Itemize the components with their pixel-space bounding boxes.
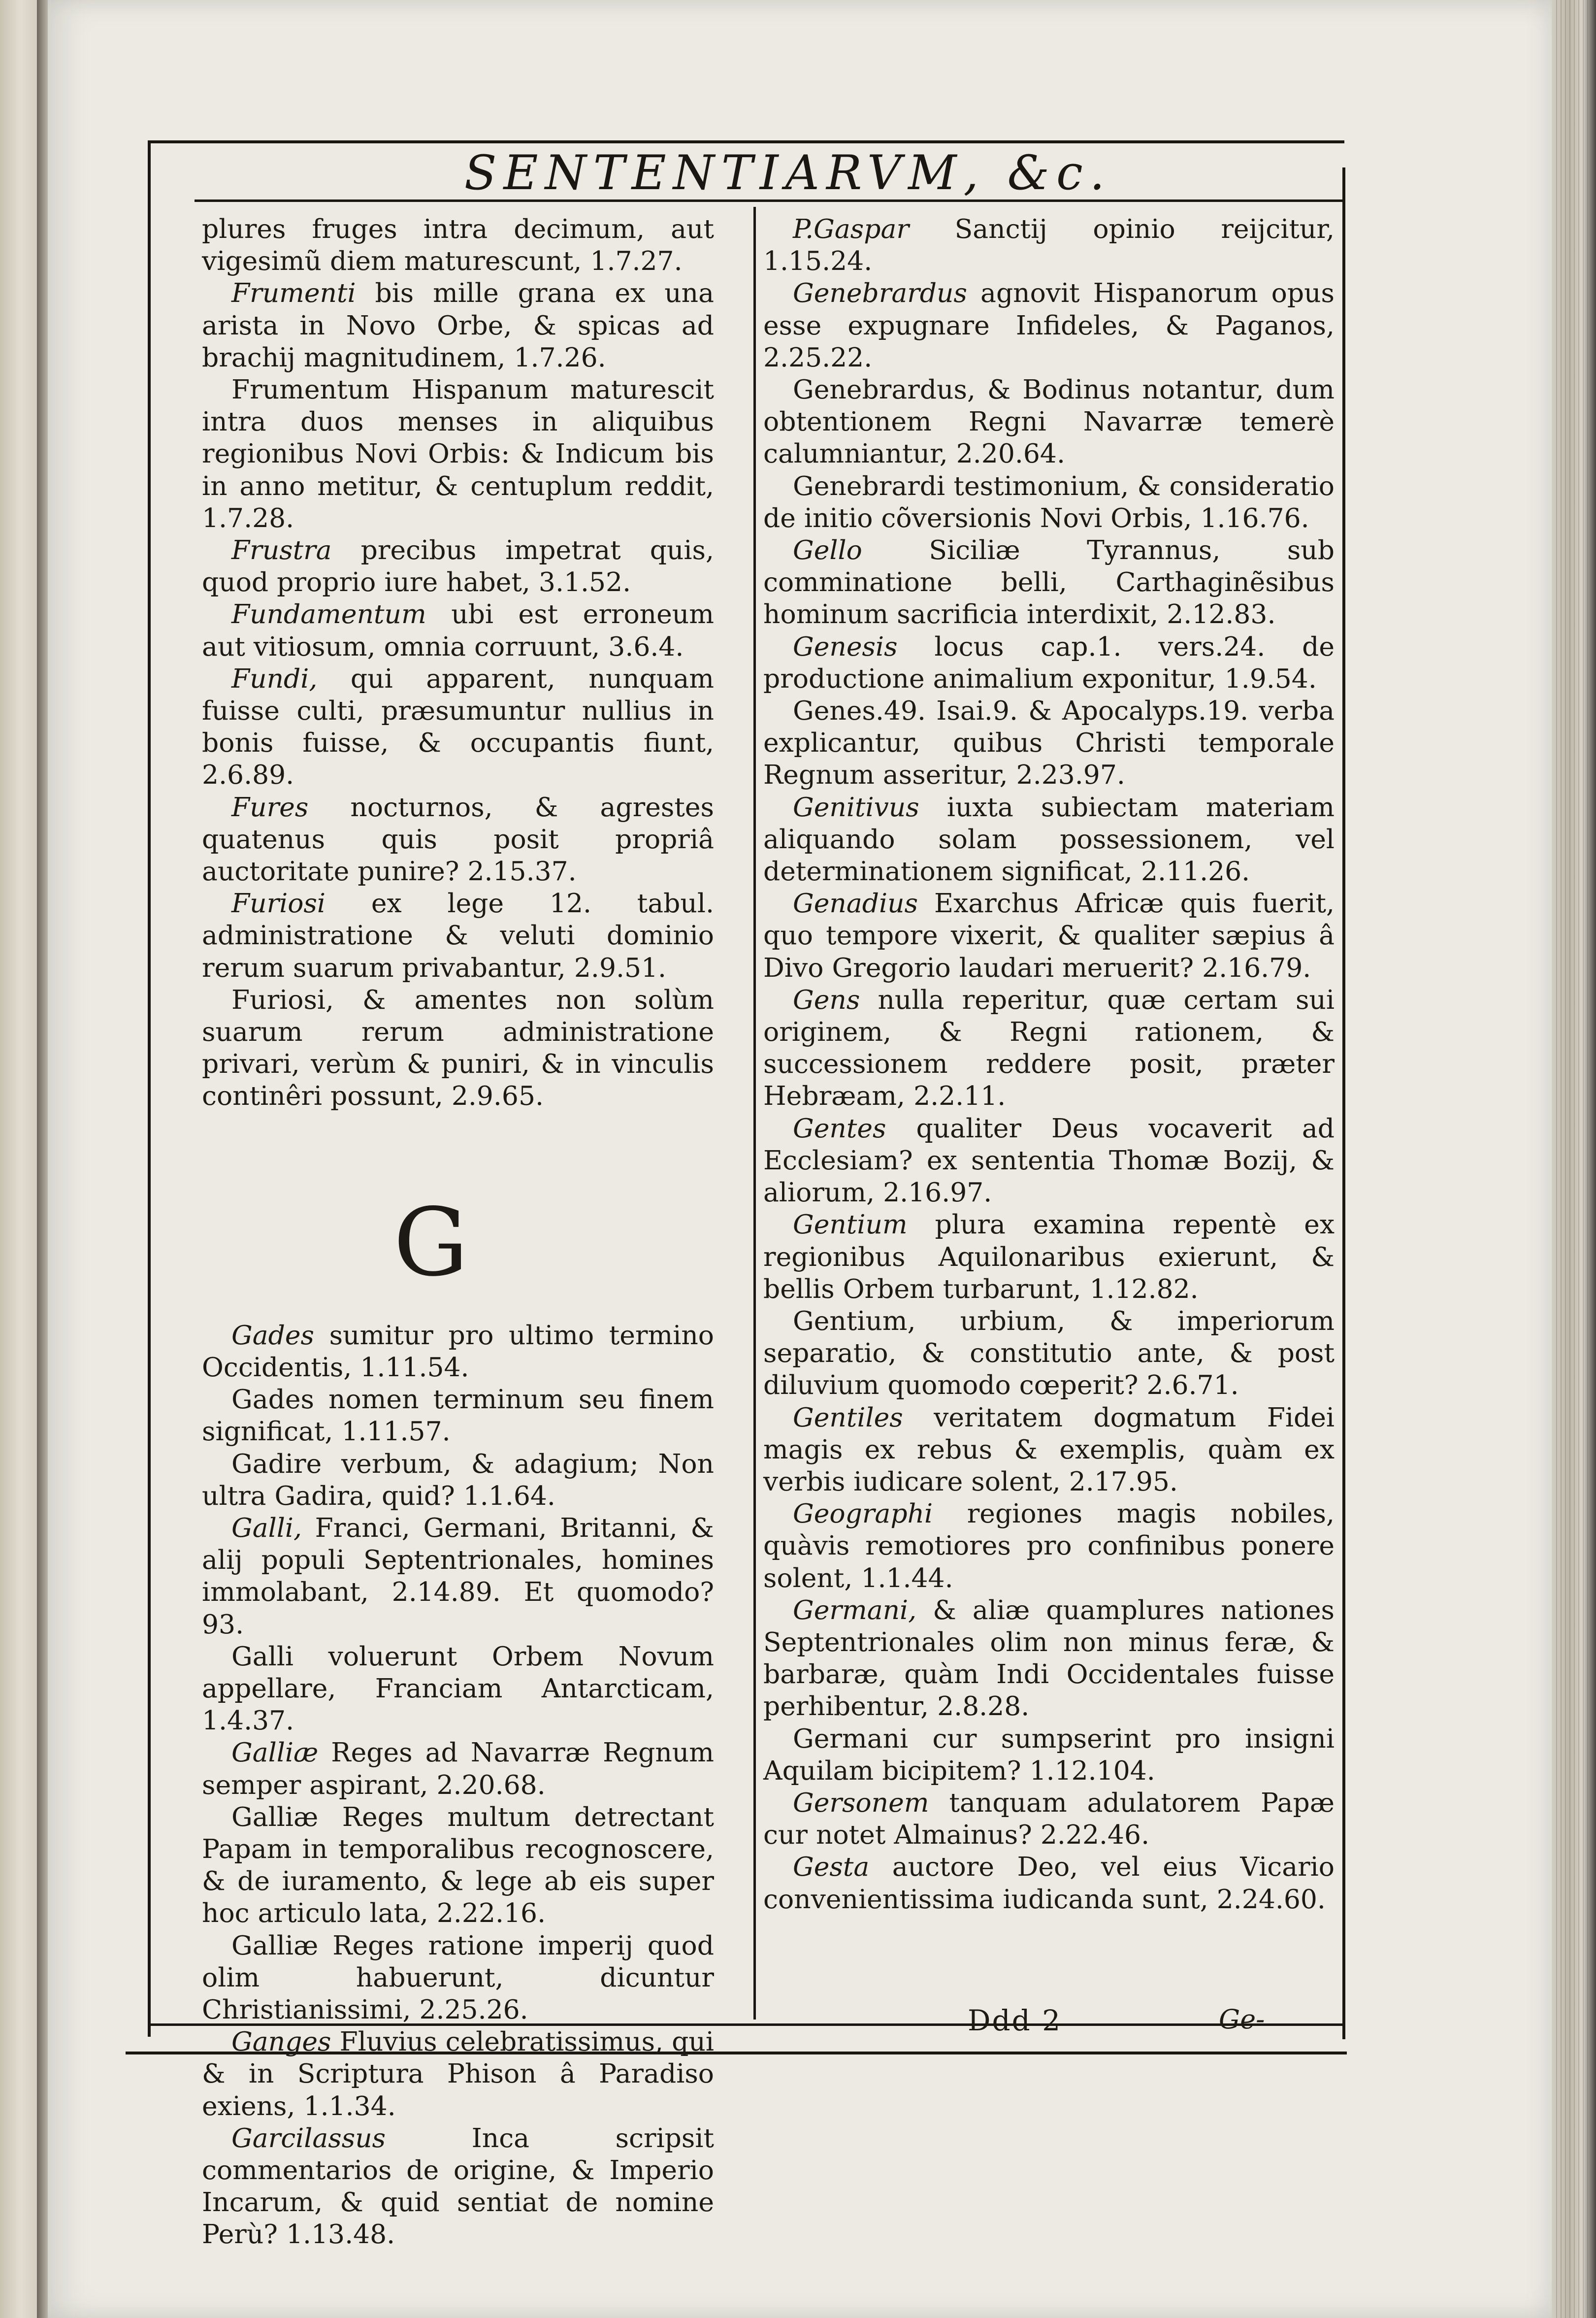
entry-text: Galliæ Reges multum detrectant Papam in temporalibus recognoscere, & de iuramento, & lege ab eis super hoc articulo lata, 2.22.16. <box>202 1801 714 1929</box>
index-entry <box>202 1512 714 1640</box>
entry-headword: Gesta <box>793 1851 870 1883</box>
index-entry <box>763 1722 1335 1787</box>
index-entry <box>202 1736 714 1800</box>
entry-headword: Fundamentum <box>231 598 426 630</box>
entry-text: Germani cur sumpserint pro insigni Aquilam bicipitem? 1.12.104. <box>763 1722 1335 1786</box>
entry-headword: Gentiles <box>793 1401 903 1433</box>
entry-text: Siciliæ Tyrannus, sub comminatione belli, Carthaginẽsibus hominum sacrificia interdixit, 2.12.83. <box>763 534 1335 630</box>
index-entry <box>202 598 714 662</box>
entry-text: Reges ad Navarræ Regnum semper aspirant, 2.20.68. <box>202 1737 714 1800</box>
index-entry <box>763 1594 1335 1722</box>
entry-text: Galli voluerunt Orbem Novum appellare, Franciam Antarcticam, 1.4.37. <box>202 1640 714 1736</box>
index-entry <box>202 2025 714 2122</box>
index-entry <box>763 1112 1335 1209</box>
book-gutter <box>37 0 48 2318</box>
signature-mark: Ddd 2 <box>968 2004 1062 2037</box>
catchword: Ge- <box>1219 2004 1265 2035</box>
index-entry <box>202 373 714 534</box>
index-entry <box>202 791 714 888</box>
entry-text: Sanctij opinio reijcitur, 1.15.24. <box>763 213 1335 277</box>
entry-headword: Gentium <box>793 1209 908 1240</box>
entry-headword: Frumenti <box>231 277 356 309</box>
entry-text: Genebrardi testimonium, & consideratio de initio cõversionis Novi Orbis, 1.16.76. <box>763 470 1335 533</box>
index-entry <box>763 1851 1335 1915</box>
entry-text: agnovit Hispanorum opus esse expugnare Infideles, & Paganos, 2.25.22. <box>763 277 1335 373</box>
entry-headword: Fures <box>231 791 309 823</box>
entry-text: plura examina repentè ex regionibus Aquilonaribus exierunt, & bellis Orbem turbarunt, 1.12.82. <box>763 1209 1335 1304</box>
entry-text: Furiosi, & amentes non solùm suarum rerum administratione privari, verùm & puniri, & in vinculis continêri possunt, 2.9.65. <box>202 984 714 1112</box>
running-head: SENTENTIARVM, &c. <box>464 145 1112 200</box>
index-entry <box>763 277 1335 373</box>
index-entry <box>763 373 1335 470</box>
index-entry <box>763 534 1335 630</box>
entry-text: Exarchus Africæ quis fuerit, quo tempore vixerit, & qualiter sæpius â Divo Gregorio laudari meruerit? 2.16.79. <box>763 888 1335 983</box>
index-entry <box>763 887 1335 984</box>
entry-text: veritatem dogmatum Fidei magis ex rebus & exemplis, quàm ex verbis iudicare solent, 2.17.95. <box>763 1401 1335 1497</box>
frame-left-rule <box>148 140 151 2037</box>
index-entry <box>202 277 714 373</box>
left-entries-before <box>202 277 714 1112</box>
index-entry <box>202 213 714 277</box>
entry-text: Genes.49. Isai.9. & Apocalyps.19. verba explicantur, quibus Christi temporale Regnum asseritur, 2.23.97. <box>763 695 1335 791</box>
right-entries <box>763 213 1335 1915</box>
entry-text: Inca scripsit commentarios de origine, & Imperio Incarum, & quid sentiat de nomine Perù? 1.13.48. <box>202 2122 714 2250</box>
index-entry <box>763 630 1335 695</box>
entry-headword: Gades <box>231 1319 314 1351</box>
right-column <box>763 213 1335 2016</box>
index-entry <box>763 1787 1335 1851</box>
index-entry <box>763 695 1335 791</box>
index-entry <box>763 1208 1335 1305</box>
index-entry <box>202 984 714 1112</box>
index-entry <box>202 1319 714 1383</box>
entry-headword: Furiosi <box>231 888 326 919</box>
entry-text: tanquam adulatorem Papæ cur notet Almainus? 2.22.46. <box>763 1787 1335 1851</box>
facing-page-edge <box>0 0 38 2318</box>
entry-text: regiones magis nobiles, quàvis remotiores pro confinibus ponere solent, 1.1.44. <box>763 1498 1335 1593</box>
entry-headword: Galli, <box>231 1512 302 1543</box>
index-entry <box>202 1448 714 1512</box>
entry-text: Galliæ Reges ratione imperij quod olim habuerunt, dicuntur Christianissimi, 2.25.26. <box>202 1929 714 2025</box>
column-divider-rule <box>753 207 756 2020</box>
entry-text: Gentium, urbium, & imperiorum separatio, & constitutio ante, & post diluvium quomodo cœperit? 2.6.71. <box>763 1305 1335 1401</box>
entry-headword: Ganges <box>231 2026 331 2057</box>
entry-headword: Gentes <box>793 1112 886 1144</box>
entry-text: bis mille grana ex una arista in Novo Orbe, & spicas ad brachij magnitudinem, 1.7.26. <box>202 277 714 373</box>
frame-header-rule <box>195 199 1344 202</box>
index-entry <box>763 470 1335 534</box>
entry-headword: Garcilassus <box>231 2122 386 2153</box>
entry-text: Gades nomen terminum seu finem significat, 1.11.57. <box>202 1384 714 1447</box>
index-entry <box>202 2122 714 2251</box>
entry-text: qui apparent, nunquam fuisse culti, præsumuntur nullius in bonis fuisse, & occupantis fiunt, 2.6.89. <box>202 662 714 791</box>
index-entry <box>763 1305 1335 1401</box>
entry-headword: Gersonem <box>793 1787 929 1818</box>
entry-headword: Frustra <box>231 534 332 566</box>
entry-headword: Geographi <box>793 1498 933 1529</box>
entry-headword: P.Gaspar <box>793 213 909 244</box>
page-stack-lines <box>1556 0 1591 2318</box>
entry-text: Gadire verbum, & adagium; Non ultra Gadira, quid? 1.1.64. <box>202 1448 714 1511</box>
entry-text: Fluvius celebratissimus, qui & in Scriptura Phison â Paradiso exiens, 1.1.34. <box>202 2026 714 2121</box>
entry-headword: Germani, <box>793 1594 917 1625</box>
index-entry <box>202 1383 714 1447</box>
entry-headword: Genesis <box>793 630 898 662</box>
index-entry <box>763 1497 1335 1594</box>
entry-text: Franci, Germani, Britanni, & alij populi Septentrionales, homines immolabant, 2.14.89. Et quomodo? 93. <box>202 1512 714 1640</box>
entry-text: sumitur pro ultimo termino Occidentis, 1.11.54. <box>202 1319 714 1383</box>
entry-text: precibus impetrat quis, quod proprio iure habet, 3.1.52. <box>202 534 714 598</box>
entry-text: & aliæ quamplures nationes Septentrionales olim non minus feræ, & barbaræ, quàm Indi Occidentales fuisse perhibentur, 2.8.28. <box>763 1594 1335 1722</box>
entry-text: Frumentum Hispanum maturescit intra duos menses in aliquibus regionibus Novi Orbis: & Indicum bis in anno metitur, & centuplum reddit, 1.7.28. <box>202 374 714 533</box>
entry-headword: Gello <box>793 534 862 566</box>
index-entry <box>202 887 714 984</box>
index-entry <box>763 984 1335 1112</box>
entry-text: nocturnos, & agrestes quatenus quis posit propriâ auctoritate punire? 2.15.37. <box>202 791 714 887</box>
entry-text: Genebrardus, & Bodinus notantur, dum obtentionem Regni Navarræ temerè calumniantur, 2.20.64. <box>763 374 1335 469</box>
entry-headword: Galliæ <box>231 1737 319 1768</box>
entry-text: qualiter Deus vocaverit ad Ecclesiam? ex sententia Thomæ Bozij, & aliorum, 2.16.97. <box>763 1112 1335 1208</box>
left-entries-after <box>202 1319 714 2251</box>
index-entry <box>763 213 1335 277</box>
index-entry <box>202 662 714 791</box>
entry-text: ex lege 12. tabul. administratione & veluti dominio rerum suarum privabantur, 2.9.51. <box>202 888 714 983</box>
index-entry <box>202 1640 714 1737</box>
frame-top-rule <box>148 140 1344 143</box>
index-entry <box>763 791 1335 888</box>
entry-text: auctore Deo, vel eius Vicario convenientissima iudicanda sunt, 2.24.60. <box>763 1851 1335 1915</box>
entry-headword: Genadius <box>793 888 918 919</box>
left-column <box>202 213 714 2250</box>
index-entry <box>763 1401 1335 1498</box>
section-letter: G <box>393 1188 468 1297</box>
entry-headword: Fundi, <box>231 662 318 694</box>
index-entry <box>202 1929 714 2026</box>
index-entry <box>202 1801 714 1929</box>
entry-text: nulla reperitur, quæ certam sui originem, & Regni rationem, & successionem reddere posit, præter Hebræam, 2.2.11. <box>763 984 1335 1112</box>
entry-text: ubi est erroneum aut vitiosum, omnia corruunt, 3.6.4. <box>202 598 714 662</box>
entry-text: plures fruges intra decimum, aut vigesimũ diem maturescunt, 1.7.27. <box>202 213 714 277</box>
entry-text: iuxta subiectam materiam aliquando solam possessionem, vel determinationem significat, 2.11.26. <box>763 791 1335 887</box>
index-entry <box>202 534 714 598</box>
entry-text: locus cap.1. vers.24. de productione animalium exponitur, 1.9.54. <box>763 630 1335 694</box>
frame-right-rule <box>1342 167 1345 2039</box>
entry-headword: Genebrardus <box>793 277 967 309</box>
entry-headword: Genitivus <box>793 791 919 823</box>
entry-headword: Gens <box>793 984 860 1015</box>
